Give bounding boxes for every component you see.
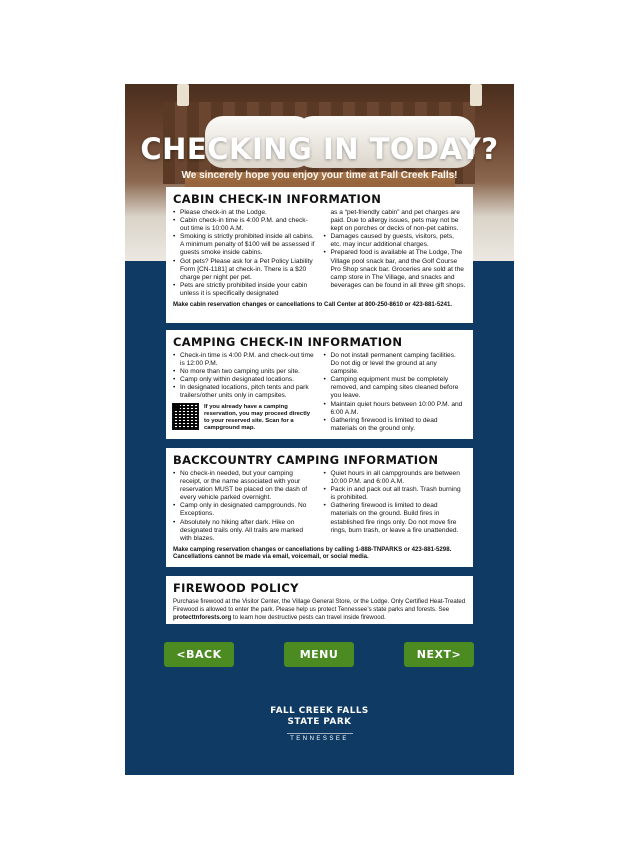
back-button[interactable]: <BACK (164, 642, 234, 667)
lamp-icon (177, 84, 189, 106)
backcountry-note (173, 546, 466, 561)
list-item: • Damages caused by guests, visitors, pets, etc. may incur additional charges. (324, 233, 467, 249)
list-item-continued: as a “pet-friendly cabin” and pet charges are paid. Due to allergy issues, pets may not be kept on porches or decks of non-pet cabins. (330, 209, 460, 233)
cabin-note: Make cabin reservation changes or cancellations to Call Center at 800-250-8610 or 423-881-5241. (173, 301, 453, 309)
list-item: • Prepared food is available at The Lodge, The Village pool snack bar, and the Golf Course Pro Shop snack bar. Groceries are sold at the camp store in The Village, and snacks and beverages can be found in all three gift shops. (324, 249, 467, 289)
list-item: • Smoking is strictly prohibited inside all cabins. A minimum penalty of $100 will be assessed if guests smoke inside cabins. (173, 233, 316, 257)
cabin-heading: CABIN CHECK-IN INFORMATION (173, 192, 382, 206)
kiosk-screen (125, 84, 514, 775)
backcountry-heading: BACKCOUNTRY CAMPING INFORMATION (173, 453, 439, 467)
backcountry-note-line: Cancellations cannot be made via email, voicemail, or social media. (173, 553, 369, 561)
page-title: CHECKING IN TODAY? (140, 132, 499, 166)
logo-line: STATE PARK (287, 716, 352, 727)
firewood-text-pre: Purchase firewood at the Visitor Center, the Village General Store, or the Lodge. Only Certified Heat-Treated Firewood is allowed to enter the park. Please help us protect Tennessee’s state parks and forests. See (173, 598, 466, 613)
list-item: • Got pets? Please ask for a Pet Policy Liability Form [CN-1181] at check-in. There is a $20 charge per night per pet. (173, 258, 316, 282)
firewood-policy-card (166, 576, 473, 624)
lamp-icon (470, 84, 482, 106)
qr-caption: If you already have a camping reservation, you may proceed directly to your reserved site. Scan for a campground map. (204, 403, 311, 432)
qr-code-icon[interactable] (173, 404, 198, 429)
list-item: • No check-in needed, but your camping receipt, or the name associated with your reservation MUST be placed on the dash of every vehicle parked overnight. (173, 470, 316, 502)
list-item: • Pack in and pack out all trash. Trash burning is prohibited. (324, 486, 467, 502)
list-item: • Cabin check-in time is 4:00 P.M. and check-out time is 10:00 A.M. (173, 217, 316, 233)
firewood-heading: FIREWOOD POLICY (173, 581, 299, 595)
firewood-text-post: to learn how destructive pests can travel inside firewood. (231, 614, 386, 621)
list-item: • Please check-in at the Lodge. (173, 209, 316, 217)
list-item: • Quiet hours in all campgrounds are between 10:00 P.M. and 6:00 A.M. (324, 470, 467, 486)
backcountry-note-line: Make camping reservation changes or cancellations by calling 1-888-TNPARKS or 423-881-5298. (173, 545, 452, 553)
list-item: • Pets are strictly prohibited inside your cabin unless it is specifically designated (173, 282, 316, 298)
cabin-info-card (166, 187, 473, 323)
firewood-text (173, 598, 466, 622)
park-logo (125, 706, 514, 745)
firewood-link[interactable]: protecttnforests.org (173, 614, 232, 621)
menu-button[interactable]: MENU (284, 642, 354, 667)
logo-line: FALL CREEK FALLS (270, 706, 369, 716)
list-item: • Camping equipment must be completely removed, and camping sites cleaned before you leave. (324, 376, 467, 400)
list-item: • Camp only within designated locations. (173, 376, 316, 384)
camping-heading: CAMPING CHECK-IN INFORMATION (173, 335, 403, 349)
list-item: • No more than two camping units per site. (173, 368, 316, 376)
logo-state: TENNESSEE (287, 733, 353, 742)
page-subtitle: We sincerely hope you enjoy your time at Fall Creek Falls! (181, 170, 458, 181)
list-item: • Gathering firewood is limited to dead materials on the ground. Build fires in established fire rings only. Do not move fire rings, burn trash, or leave a fire unattended. (324, 502, 467, 534)
list-item: • Gathering firewood is limited to dead materials on the ground only. (324, 417, 467, 433)
list-item: • In designated locations, pitch tents and park trailers/other units only in campsites. (173, 384, 316, 400)
list-item: • Absolutely no hiking after dark. Hike on designated trails only. All trails are marked with blazes. (173, 519, 316, 543)
camping-info-card (166, 330, 473, 439)
list-item: • Maintain quiet hours between 10:00 P.M. and 6:00 A.M. (324, 401, 467, 417)
list-item: • Camp only in designated campgrounds. No Exceptions. (173, 502, 316, 518)
backcountry-info-card (166, 448, 473, 567)
next-button[interactable]: NEXT> (404, 642, 474, 667)
list-item: • Do not install permanent camping facilities. Do not dig or level the ground at any campsite. (324, 352, 467, 376)
list-item: • Check-in time is 4:00 P.M. and check-out time is 12:00 P.M. (173, 352, 316, 368)
